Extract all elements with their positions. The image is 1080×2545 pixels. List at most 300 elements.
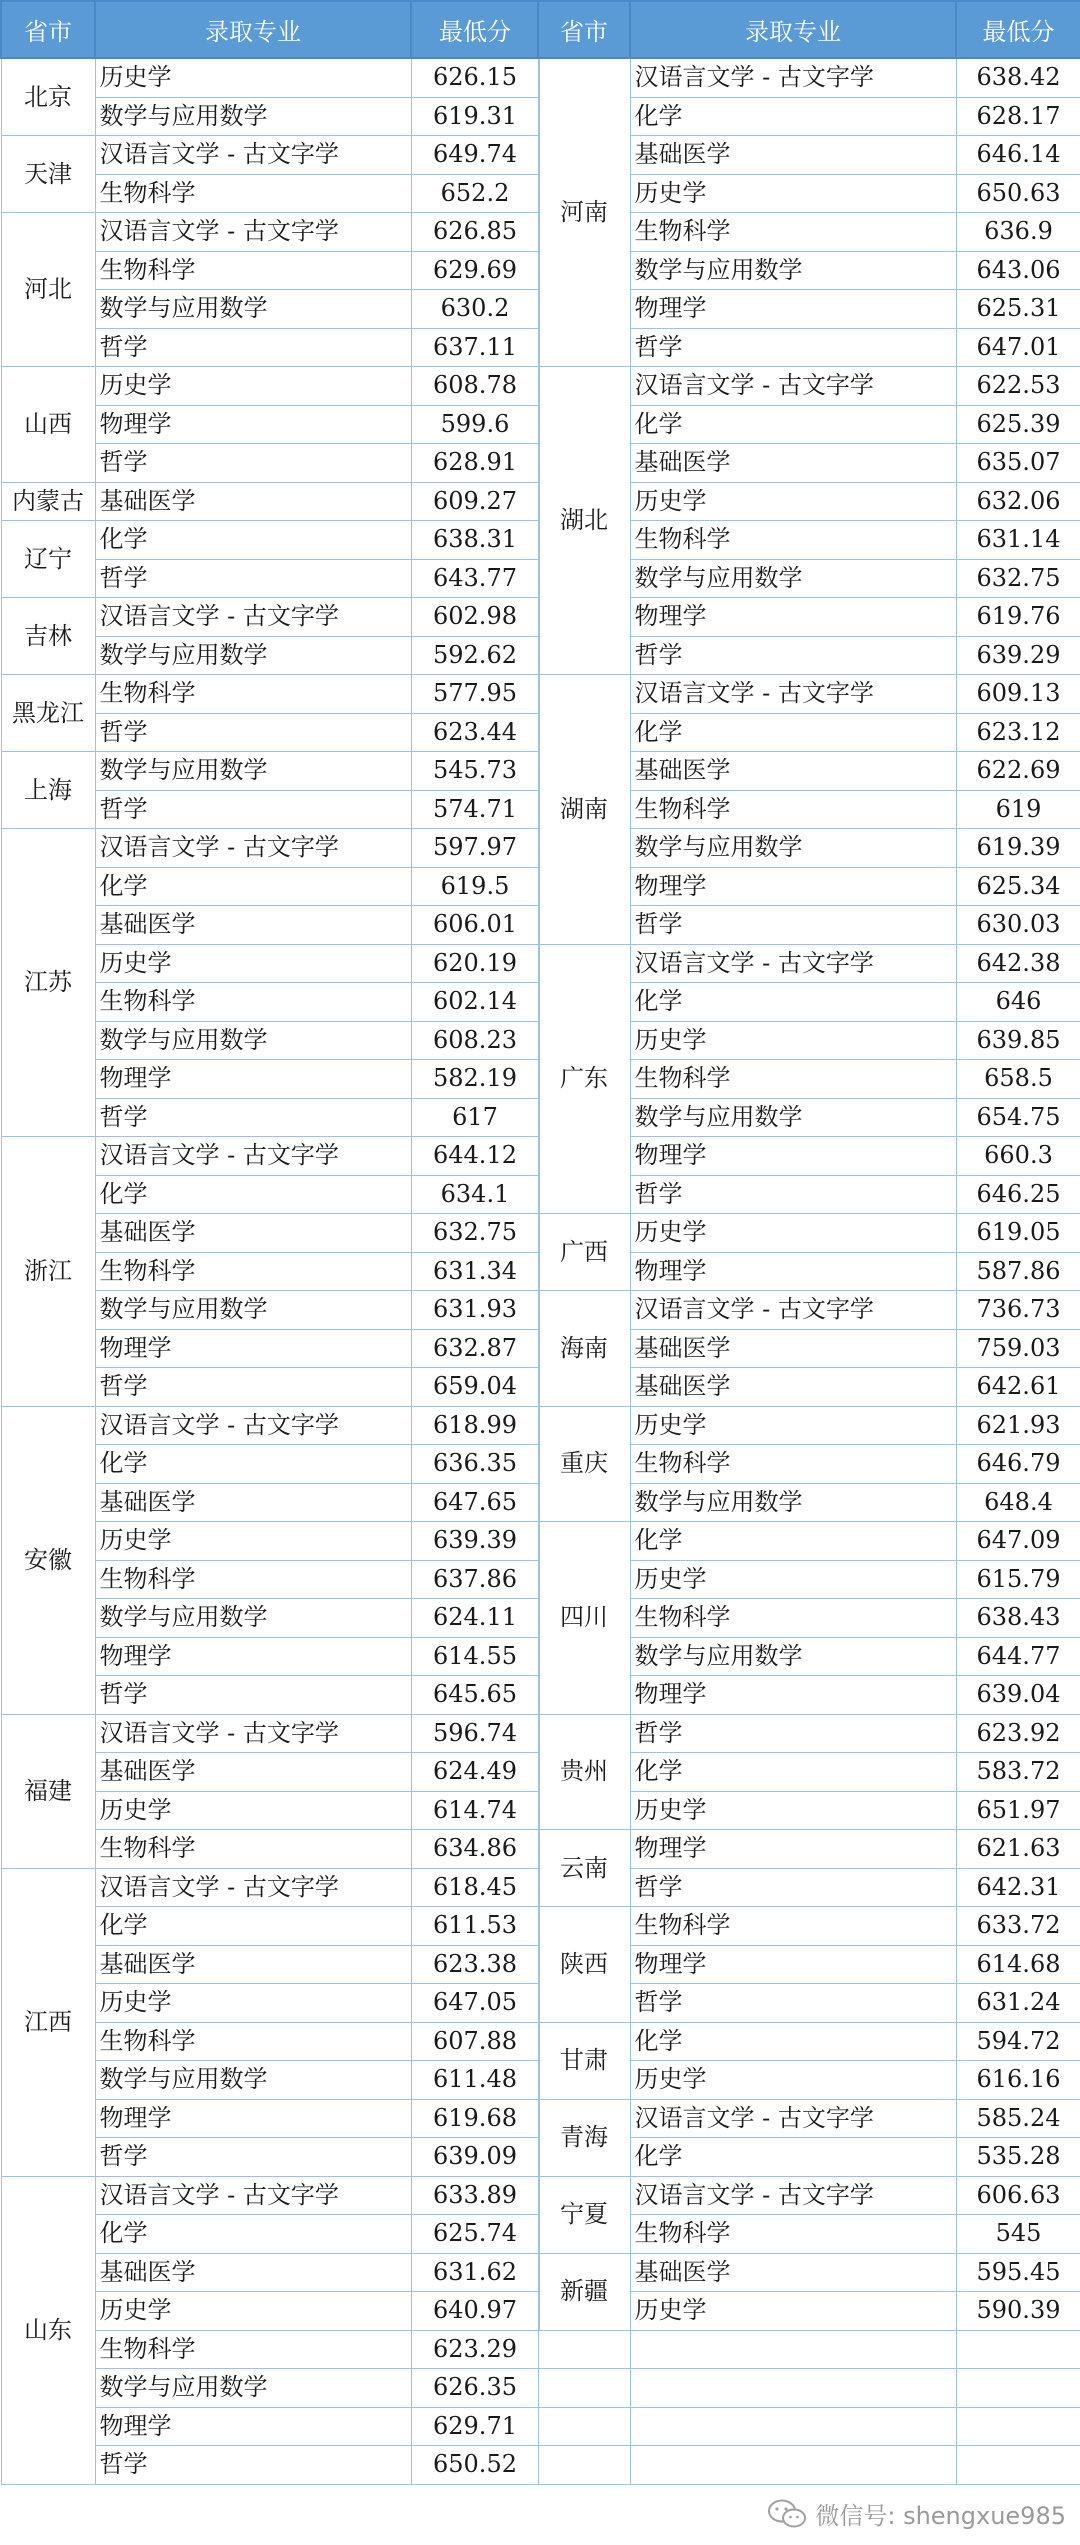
score-cell: 646 (956, 983, 1080, 1022)
table-row (538, 1830, 1080, 1869)
score-cell: 636.35 (411, 1445, 539, 1484)
major-cell: 生物科学 (630, 521, 956, 560)
score-cell: 623.92 (956, 1714, 1080, 1753)
major-header: 录取专业 (630, 1, 956, 58)
major-cell: 哲学 (95, 713, 411, 752)
major-cell: 汉语言文学 - 古文字学 (95, 829, 411, 868)
major-cell: 数学与应用数学 (630, 1637, 956, 1676)
province-cell: 内蒙古 (1, 482, 95, 521)
score-cell: 637.86 (411, 1560, 539, 1599)
province-cell: 重庆 (538, 1406, 630, 1522)
blank-row (538, 2446, 1080, 2485)
score-cell: 652.2 (411, 174, 539, 213)
score-cell: 634.1 (411, 1175, 539, 1214)
table-row (1, 58, 539, 97)
major-cell: 汉语言文学 - 古文字学 (95, 598, 411, 637)
score-cell: 626.35 (411, 2369, 539, 2408)
right-table-body (538, 58, 1080, 2484)
score-cell: 577.95 (411, 675, 539, 714)
major-cell: 基础医学 (630, 1329, 956, 1368)
major-cell: 历史学 (630, 482, 956, 521)
province-cell: 天津 (1, 136, 95, 213)
province-cell: 湖南 (538, 675, 630, 945)
major-cell: 数学与应用数学 (630, 559, 956, 598)
score-cell: 545 (956, 2215, 1080, 2254)
table-row (1, 213, 539, 252)
major-cell: 生物科学 (630, 1445, 956, 1484)
score-cell: 592.62 (411, 636, 539, 675)
table-row (538, 2022, 1080, 2061)
major-cell: 基础医学 (630, 2253, 956, 2292)
table-row (538, 1291, 1080, 1330)
major-cell: 数学与应用数学 (95, 752, 411, 791)
major-cell: 物理学 (630, 867, 956, 906)
score-cell: 642.31 (956, 1868, 1080, 1907)
score-cell: 609.13 (956, 675, 1080, 714)
major-cell: 化学 (95, 1445, 411, 1484)
major-cell: 基础医学 (95, 482, 411, 521)
table-row (1, 367, 539, 406)
major-cell: 化学 (95, 1907, 411, 1946)
score-cell: 602.14 (411, 983, 539, 1022)
table-row (538, 1907, 1080, 1946)
score-cell: 628.17 (956, 97, 1080, 136)
major-cell: 生物科学 (630, 1060, 956, 1099)
major-cell: 基础医学 (95, 1483, 411, 1522)
score-cell: 647.01 (956, 328, 1080, 367)
major-cell: 汉语言文学 - 古文字学 (630, 58, 956, 97)
score-cell: 658.5 (956, 1060, 1080, 1099)
score-cell: 545.73 (411, 752, 539, 791)
major-cell: 汉语言文学 - 古文字学 (630, 2176, 956, 2215)
score-cell: 625.34 (956, 867, 1080, 906)
table-row (1, 598, 539, 637)
blank-cell (538, 2446, 630, 2485)
score-cell: 621.63 (956, 1830, 1080, 1869)
major-cell: 数学与应用数学 (95, 1021, 411, 1060)
score-cell: 587.86 (956, 1252, 1080, 1291)
score-cell: 642.61 (956, 1368, 1080, 1407)
score-cell: 615.79 (956, 1560, 1080, 1599)
score-cell: 639.04 (956, 1676, 1080, 1715)
blank-cell (538, 2407, 630, 2446)
major-cell: 物理学 (95, 1060, 411, 1099)
score-cell: 638.42 (956, 58, 1080, 97)
wechat-icon (767, 2498, 807, 2530)
province-cell: 青海 (538, 2099, 630, 2176)
major-cell: 历史学 (630, 2292, 956, 2331)
blank-cell (630, 2369, 956, 2408)
province-cell: 广西 (538, 1214, 630, 1291)
major-cell: 生物科学 (95, 675, 411, 714)
major-cell: 生物科学 (630, 1907, 956, 1946)
major-cell: 物理学 (630, 1676, 956, 1715)
score-cell: 619.39 (956, 829, 1080, 868)
score-cell: 624.49 (411, 1753, 539, 1792)
major-cell: 汉语言文学 - 古文字学 (630, 1291, 956, 1330)
major-cell: 化学 (630, 2022, 956, 2061)
major-cell: 化学 (630, 713, 956, 752)
major-cell: 物理学 (630, 290, 956, 329)
major-cell: 化学 (630, 405, 956, 444)
major-cell: 汉语言文学 - 古文字学 (95, 136, 411, 175)
score-cell: 585.24 (956, 2099, 1080, 2138)
province-cell: 福建 (1, 1714, 95, 1868)
score-cell: 625.31 (956, 290, 1080, 329)
major-cell: 数学与应用数学 (95, 97, 411, 136)
major-cell: 生物科学 (95, 1252, 411, 1291)
major-cell: 汉语言文学 - 古文字学 (630, 675, 956, 714)
watermark-text: 微信号: shengxue985 (815, 2502, 1066, 2530)
major-cell: 生物科学 (95, 1830, 411, 1869)
major-cell: 化学 (630, 97, 956, 136)
blank-cell (630, 2407, 956, 2446)
score-cell: 583.72 (956, 1753, 1080, 1792)
province-cell: 甘肃 (538, 2022, 630, 2099)
score-cell: 535.28 (956, 2138, 1080, 2177)
score-cell: 614.55 (411, 1637, 539, 1676)
score-cell: 622.69 (956, 752, 1080, 791)
major-cell: 哲学 (95, 1098, 411, 1137)
major-cell: 哲学 (630, 636, 956, 675)
major-cell: 历史学 (630, 1406, 956, 1445)
score-cell: 647.09 (956, 1522, 1080, 1561)
score-cell: 619.76 (956, 598, 1080, 637)
score-cell: 638.43 (956, 1599, 1080, 1638)
major-cell: 哲学 (95, 2138, 411, 2177)
major-cell: 数学与应用数学 (95, 636, 411, 675)
table-row (538, 944, 1080, 983)
score-cell: 625.39 (956, 405, 1080, 444)
province-cell: 广东 (538, 944, 630, 1214)
province-cell: 山东 (1, 2176, 95, 2484)
score-cell: 619.68 (411, 2099, 539, 2138)
major-cell: 汉语言文学 - 古文字学 (95, 2176, 411, 2215)
score-cell: 644.77 (956, 1637, 1080, 1676)
major-cell: 数学与应用数学 (630, 1483, 956, 1522)
major-cell: 生物科学 (630, 213, 956, 252)
major-cell: 数学与应用数学 (95, 2061, 411, 2100)
score-cell: 639.29 (956, 636, 1080, 675)
major-cell: 物理学 (95, 1329, 411, 1368)
score-cell: 607.88 (411, 2022, 539, 2061)
table-row (538, 2253, 1080, 2292)
major-cell: 物理学 (95, 405, 411, 444)
table-row (1, 829, 539, 868)
score-cell: 646.25 (956, 1175, 1080, 1214)
score-cell: 608.78 (411, 367, 539, 406)
score-cell: 650.52 (411, 2446, 539, 2485)
table-row (1, 1714, 539, 1753)
score-cell: 602.98 (411, 598, 539, 637)
score-cell: 619.05 (956, 1214, 1080, 1253)
score-cell: 736.73 (956, 1291, 1080, 1330)
left-table-body (1, 58, 539, 2484)
major-cell: 物理学 (630, 598, 956, 637)
major-cell: 哲学 (95, 444, 411, 483)
score-cell: 582.19 (411, 1060, 539, 1099)
blank-cell (956, 2407, 1080, 2446)
score-cell: 619.31 (411, 97, 539, 136)
table-row (1, 482, 539, 521)
score-cell: 623.38 (411, 1945, 539, 1984)
major-cell: 历史学 (95, 944, 411, 983)
major-cell: 生物科学 (95, 251, 411, 290)
score-cell: 636.9 (956, 213, 1080, 252)
major-cell: 哲学 (630, 1984, 956, 2023)
table-row (538, 1406, 1080, 1445)
table-row (538, 367, 1080, 406)
major-cell: 汉语言文学 - 古文字学 (630, 367, 956, 406)
score-cell: 645.65 (411, 1676, 539, 1715)
major-cell: 化学 (95, 521, 411, 560)
table-row (1, 521, 539, 560)
score-cell: 647.05 (411, 1984, 539, 2023)
score-cell: 632.87 (411, 1329, 539, 1368)
score-cell: 632.75 (956, 559, 1080, 598)
left-score-table (0, 0, 540, 2485)
blank-cell (630, 2330, 956, 2369)
major-cell: 化学 (630, 2138, 956, 2177)
score-cell: 597.97 (411, 829, 539, 868)
score-cell: 624.11 (411, 1599, 539, 1638)
score-cell: 596.74 (411, 1714, 539, 1753)
score-cell: 638.31 (411, 521, 539, 560)
major-cell: 数学与应用数学 (630, 251, 956, 290)
major-cell: 哲学 (630, 1175, 956, 1214)
major-cell: 汉语言文学 - 古文字学 (95, 1406, 411, 1445)
major-cell: 化学 (95, 1175, 411, 1214)
table-row (538, 1714, 1080, 1753)
blank-cell (956, 2446, 1080, 2485)
score-cell: 631.14 (956, 521, 1080, 560)
province-cell: 上海 (1, 752, 95, 829)
province-cell: 黑龙江 (1, 675, 95, 752)
major-cell: 历史学 (95, 367, 411, 406)
score-cell: 643.06 (956, 251, 1080, 290)
score-cell: 644.12 (411, 1137, 539, 1176)
score-cell: 649.74 (411, 136, 539, 175)
major-cell: 哲学 (630, 906, 956, 945)
major-cell: 哲学 (95, 2446, 411, 2485)
major-cell: 数学与应用数学 (95, 1599, 411, 1638)
score-cell: 651.97 (956, 1791, 1080, 1830)
score-cell: 625.74 (411, 2215, 539, 2254)
major-cell: 物理学 (630, 1252, 956, 1291)
major-cell: 哲学 (630, 328, 956, 367)
score-cell: 637.11 (411, 328, 539, 367)
blank-cell (956, 2369, 1080, 2408)
score-cell: 650.63 (956, 174, 1080, 213)
major-cell: 基础医学 (95, 1214, 411, 1253)
major-cell: 历史学 (630, 1791, 956, 1830)
score-cell: 614.68 (956, 1945, 1080, 1984)
score-cell: 654.75 (956, 1098, 1080, 1137)
score-cell: 623.12 (956, 713, 1080, 752)
score-cell: 608.23 (411, 1021, 539, 1060)
score-cell: 647.65 (411, 1483, 539, 1522)
score-cell: 623.29 (411, 2330, 539, 2369)
major-cell: 历史学 (95, 1984, 411, 2023)
major-cell: 生物科学 (95, 2330, 411, 2369)
table-row (538, 2099, 1080, 2138)
score-cell: 648.4 (956, 1483, 1080, 1522)
major-cell: 基础医学 (630, 136, 956, 175)
score-cell: 621.93 (956, 1406, 1080, 1445)
province-cell: 新疆 (538, 2253, 630, 2330)
score-cell: 759.03 (956, 1329, 1080, 1368)
score-cell: 631.34 (411, 1252, 539, 1291)
province-cell: 吉林 (1, 598, 95, 675)
score-cell: 611.53 (411, 1907, 539, 1946)
major-cell: 历史学 (630, 2061, 956, 2100)
score-cell: 618.99 (411, 1406, 539, 1445)
major-cell: 生物科学 (630, 2215, 956, 2254)
score-cell: 626.85 (411, 213, 539, 252)
table-row (1, 2176, 539, 2215)
score-cell: 595.45 (956, 2253, 1080, 2292)
table-row (538, 2176, 1080, 2215)
score-cell: 630.03 (956, 906, 1080, 945)
major-cell: 汉语言文学 - 古文字学 (95, 1137, 411, 1176)
score-cell: 618.45 (411, 1868, 539, 1907)
score-cell: 633.89 (411, 2176, 539, 2215)
score-cell: 574.71 (411, 790, 539, 829)
major-cell: 历史学 (95, 1522, 411, 1561)
score-cell: 614.74 (411, 1791, 539, 1830)
score-cell: 659.04 (411, 1368, 539, 1407)
province-cell: 陕西 (538, 1907, 630, 2023)
major-cell: 哲学 (630, 1714, 956, 1753)
score-cell: 630.2 (411, 290, 539, 329)
province-header: 省市 (538, 1, 630, 58)
major-cell: 物理学 (95, 1637, 411, 1676)
score-cell: 620.19 (411, 944, 539, 983)
score-cell: 631.24 (956, 1984, 1080, 2023)
major-cell: 基础医学 (630, 752, 956, 791)
blank-cell (538, 2369, 630, 2408)
major-cell: 基础医学 (630, 444, 956, 483)
major-cell: 化学 (630, 983, 956, 1022)
major-cell: 基础医学 (95, 1945, 411, 1984)
major-cell: 汉语言文学 - 古文字学 (630, 944, 956, 983)
table-row (538, 1522, 1080, 1561)
major-cell: 生物科学 (95, 983, 411, 1022)
score-cell: 660.3 (956, 1137, 1080, 1176)
major-cell: 数学与应用数学 (95, 1291, 411, 1330)
major-cell: 化学 (630, 1522, 956, 1561)
table-row (538, 58, 1080, 97)
province-cell: 北京 (1, 58, 95, 136)
right-header-row (538, 1, 1080, 58)
province-cell: 云南 (538, 1830, 630, 1907)
score-cell: 646.14 (956, 136, 1080, 175)
score-cell: 646.79 (956, 1445, 1080, 1484)
score-cell: 629.71 (411, 2407, 539, 2446)
major-cell: 物理学 (95, 2099, 411, 2138)
province-header: 省市 (1, 1, 95, 58)
province-cell: 海南 (538, 1291, 630, 1407)
province-cell: 河南 (538, 58, 630, 367)
province-cell: 浙江 (1, 1137, 95, 1407)
major-cell: 汉语言文学 - 古文字学 (95, 1714, 411, 1753)
score-cell: 623.44 (411, 713, 539, 752)
province-cell: 辽宁 (1, 521, 95, 598)
province-cell: 江苏 (1, 829, 95, 1137)
major-cell: 数学与应用数学 (95, 2369, 411, 2408)
score-cell: 619 (956, 790, 1080, 829)
major-cell: 历史学 (95, 1791, 411, 1830)
major-cell: 物理学 (630, 1945, 956, 1984)
score-cell: 622.53 (956, 367, 1080, 406)
major-cell: 物理学 (630, 1830, 956, 1869)
major-cell: 基础医学 (95, 1753, 411, 1792)
province-cell: 宁夏 (538, 2176, 630, 2253)
blank-row (538, 2369, 1080, 2408)
score-cell: 643.77 (411, 559, 539, 598)
province-cell: 湖北 (538, 367, 630, 675)
major-header: 录取专业 (95, 1, 411, 58)
min-score-header: 最低分 (956, 1, 1080, 58)
province-cell: 江西 (1, 1868, 95, 2176)
score-cell: 619.5 (411, 867, 539, 906)
table-row (1, 136, 539, 175)
score-cell: 639.85 (956, 1021, 1080, 1060)
score-cell: 590.39 (956, 2292, 1080, 2331)
major-cell: 生物科学 (95, 1560, 411, 1599)
score-cell: 606.63 (956, 2176, 1080, 2215)
blank-cell (956, 2330, 1080, 2369)
major-cell: 化学 (95, 867, 411, 906)
major-cell: 哲学 (95, 559, 411, 598)
major-cell: 历史学 (630, 1021, 956, 1060)
major-cell: 化学 (95, 2215, 411, 2254)
blank-cell (538, 2330, 630, 2369)
blank-row (538, 2407, 1080, 2446)
score-cell: 629.69 (411, 251, 539, 290)
score-cell: 632.75 (411, 1214, 539, 1253)
table-row (1, 1137, 539, 1176)
score-cell: 634.86 (411, 1830, 539, 1869)
major-cell: 数学与应用数学 (630, 1098, 956, 1137)
score-cell: 631.93 (411, 1291, 539, 1330)
score-cell: 628.91 (411, 444, 539, 483)
major-cell: 基础医学 (630, 1368, 956, 1407)
left-header-row (1, 1, 539, 58)
table-row (1, 1406, 539, 1445)
major-cell: 汉语言文学 - 古文字学 (95, 213, 411, 252)
major-cell: 生物科学 (630, 1599, 956, 1638)
province-cell: 四川 (538, 1522, 630, 1715)
table-row (1, 752, 539, 791)
major-cell: 基础医学 (95, 906, 411, 945)
province-cell: 河北 (1, 213, 95, 367)
major-cell: 汉语言文学 - 古文字学 (95, 1868, 411, 1907)
score-cell: 635.07 (956, 444, 1080, 483)
major-cell: 历史学 (95, 58, 411, 97)
watermark (767, 2496, 1066, 2531)
table-row (1, 675, 539, 714)
major-cell: 物理学 (95, 2407, 411, 2446)
major-cell: 生物科学 (95, 2022, 411, 2061)
score-cell: 626.15 (411, 58, 539, 97)
major-cell: 数学与应用数学 (630, 829, 956, 868)
major-cell: 数学与应用数学 (95, 290, 411, 329)
score-cell: 640.97 (411, 2292, 539, 2331)
major-cell: 哲学 (95, 1676, 411, 1715)
score-cell: 631.62 (411, 2253, 539, 2292)
score-cell: 606.01 (411, 906, 539, 945)
